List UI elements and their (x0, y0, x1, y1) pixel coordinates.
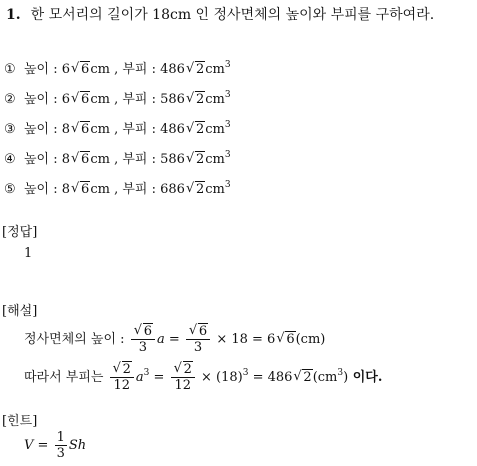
expl1-res-unit: (cm) (295, 332, 326, 347)
option-marker: ① (4, 62, 16, 77)
option-height-coef: 8 (61, 152, 71, 167)
expl1-f2-num: 6 (198, 324, 208, 339)
question (6, 4, 434, 24)
expl1-f1-num: 6 (143, 324, 152, 339)
expl1-eq: = (164, 332, 184, 347)
option-height-label: 높이 : (24, 62, 62, 77)
explanation-line-2 (24, 362, 382, 393)
option-sep: , 부피 : (109, 152, 161, 167)
expl1-f2-den: 3 (193, 340, 203, 355)
hint-rhs: Sh (68, 438, 87, 453)
option-vol-unit: cm (205, 152, 225, 167)
expl1-prefix: 정사면체의 높이 : (24, 332, 129, 347)
option-height-rad: 6 (81, 92, 90, 107)
option-vol-coef: 586 (160, 152, 185, 167)
expl1-mult: × 18 = 6 (212, 332, 276, 347)
option-height-unit: cm (90, 122, 110, 137)
explanation-heading: [해설] (2, 304, 38, 319)
expl2-prefix: 따라서 부피는 (24, 370, 108, 385)
expl1-f1-den: 3 (138, 340, 147, 355)
option-vol-exp: 3 (224, 90, 231, 100)
explanation-line-1 (24, 324, 325, 355)
hint-f-den: 3 (56, 446, 65, 461)
option-height-rad: 6 (81, 152, 90, 167)
option-vol-coef: 586 (160, 92, 185, 107)
option-height-label: 높이 : (24, 182, 62, 197)
expl2-suffix: 이다. (348, 370, 383, 385)
option-sep: , 부피 : (109, 92, 161, 107)
option-sep: , 부피 : (109, 182, 161, 197)
answer-value: 1 (24, 246, 33, 261)
hint-fraction (55, 430, 67, 461)
expl2-res-rad: 2 (303, 370, 312, 385)
option-height-coef: 6 (61, 62, 71, 77)
expl1-var-a: a (156, 332, 165, 347)
hint-lhs: V (24, 438, 34, 453)
expl2-f1-den: 12 (113, 378, 131, 393)
option-height-unit: cm (90, 92, 110, 107)
expl2-f2-num: 2 (183, 362, 192, 377)
expl2-res-exp: 3 (337, 368, 344, 378)
hint-f-num: 1 (56, 430, 65, 445)
question-text: 한 모서리의 길이가 18cm 인 정사면체의 높이와 부피를 구하여라. (30, 7, 435, 23)
option-height-rad: 6 (81, 122, 90, 137)
option-height-rad: 6 (81, 62, 90, 77)
option-sep: , 부피 : (109, 62, 161, 77)
expl2-eq2: = 486 (248, 370, 293, 385)
option-marker: ② (4, 92, 16, 107)
option-height-coef: 8 (61, 182, 71, 197)
expl2-f1-num: 2 (122, 362, 131, 377)
option-height-label: 높이 : (24, 152, 62, 167)
hint-heading: [힌트] (2, 414, 38, 429)
expl1-res-rad: 6 (286, 332, 295, 347)
option-2[interactable] (4, 88, 231, 107)
option-height-unit: cm (90, 152, 110, 167)
option-sep: , 부피 : (109, 122, 161, 137)
expl2-exp: 3 (143, 368, 150, 378)
expl2-res-unit: (cm (312, 370, 338, 385)
option-marker: ⑤ (4, 182, 16, 197)
expl1-fraction-a (131, 324, 155, 355)
option-vol-unit: cm (205, 92, 225, 107)
option-vol-unit: cm (205, 62, 225, 77)
option-5[interactable] (4, 178, 231, 197)
expl2-exp-b: 3 (242, 368, 249, 378)
option-vol-rad: 2 (195, 92, 205, 107)
expl2-f2-den: 12 (174, 378, 191, 393)
expl2-var-a: a (135, 370, 144, 385)
expl2-res-close: ) (343, 370, 349, 385)
option-vol-exp: 3 (224, 150, 231, 160)
option-vol-coef: 686 (160, 182, 185, 197)
option-vol-rad: 2 (195, 122, 205, 137)
option-vol-rad: 2 (195, 62, 205, 77)
hint-eq: = (33, 438, 53, 453)
hint-formula (24, 430, 86, 461)
option-vol-unit: cm (205, 122, 225, 137)
option-height-label: 높이 : (24, 122, 62, 137)
option-4[interactable] (4, 148, 231, 167)
option-height-coef: 6 (61, 92, 71, 107)
option-vol-rad: 2 (195, 182, 205, 197)
expl2-eq1: = (149, 370, 169, 385)
expl2-fraction-b (171, 362, 195, 393)
expl1-fraction-b (186, 324, 210, 355)
option-height-rad: 6 (81, 182, 90, 197)
option-vol-coef: 486 (160, 122, 185, 137)
option-height-unit: cm (90, 62, 110, 77)
option-vol-exp: 3 (224, 120, 231, 130)
option-vol-rad: 2 (195, 152, 205, 167)
answer-heading: [정답] (2, 225, 38, 240)
option-marker: ④ (4, 152, 16, 167)
option-vol-coef: 486 (160, 62, 185, 77)
option-vol-unit: cm (205, 182, 225, 197)
option-height-unit: cm (90, 182, 110, 197)
option-height-label: 높이 : (24, 92, 62, 107)
option-vol-exp: 3 (224, 60, 231, 70)
option-height-coef: 8 (61, 122, 71, 137)
option-marker: ③ (4, 122, 16, 137)
question-number: 1. (6, 7, 21, 23)
expl2-mult: × (18) (196, 370, 243, 385)
expl2-fraction-a (110, 362, 134, 393)
option-3[interactable] (4, 118, 231, 137)
option-vol-exp: 3 (224, 180, 231, 190)
option-1[interactable] (4, 58, 231, 77)
